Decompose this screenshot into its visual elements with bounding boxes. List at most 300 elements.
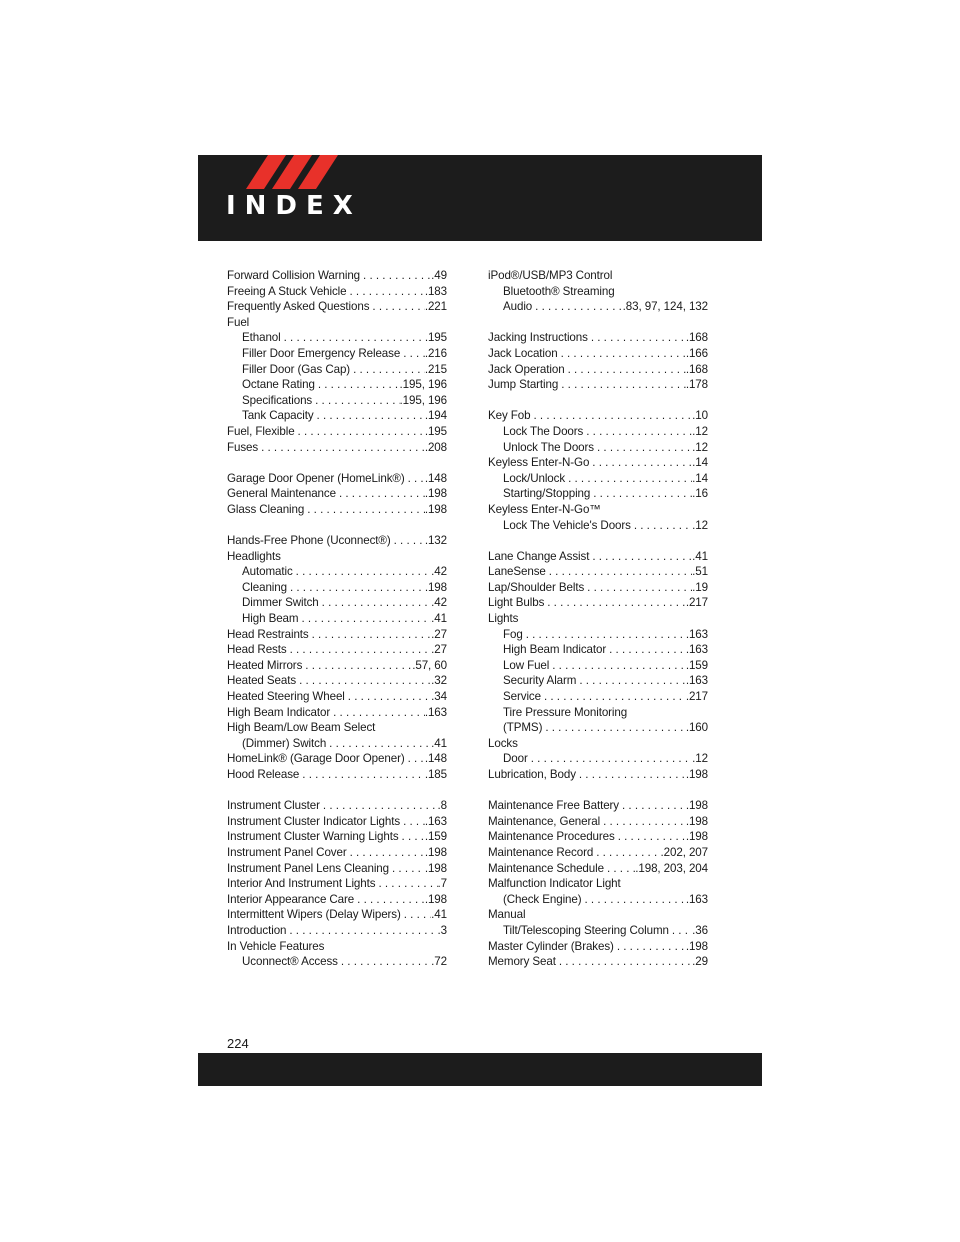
index-term: High Beam/Low Beam Select bbox=[227, 721, 376, 735]
index-term: Memory Seat bbox=[488, 955, 556, 969]
dot-leader bbox=[541, 689, 686, 705]
dot-leader bbox=[389, 861, 425, 877]
index-entry bbox=[227, 829, 447, 845]
index-term: Lock The Doors bbox=[503, 424, 584, 438]
index-term: Interior And Instrument Lights bbox=[227, 877, 376, 891]
index-page-ref: .83, 97, 124, 132 bbox=[622, 300, 708, 314]
index-subentry bbox=[488, 471, 708, 487]
index-subentry bbox=[488, 720, 708, 736]
index-term: Bluetooth® Streaming bbox=[503, 284, 615, 298]
index-page-ref: .198 bbox=[424, 487, 447, 501]
index-subentry bbox=[227, 580, 447, 596]
index-term: Jacking Instructions bbox=[488, 331, 588, 345]
index-entry bbox=[488, 954, 708, 970]
index-subentry bbox=[227, 408, 447, 424]
dot-leader bbox=[314, 408, 425, 424]
index-entry bbox=[227, 549, 447, 565]
dot-leader bbox=[309, 627, 432, 643]
dot-leader bbox=[287, 580, 425, 596]
index-page-ref: .14 bbox=[692, 456, 708, 470]
index-page-ref: .19 bbox=[692, 580, 708, 594]
index-page-ref: .183 bbox=[424, 284, 447, 298]
index-page-ref: .198 bbox=[685, 939, 708, 953]
index-entry bbox=[227, 424, 447, 440]
index-page-ref: .163 bbox=[685, 674, 708, 688]
index-page-ref: .178 bbox=[685, 378, 708, 392]
index-page-ref: .215 bbox=[424, 362, 447, 376]
dot-leader bbox=[281, 330, 425, 346]
index-subentry bbox=[227, 595, 447, 611]
dot-leader bbox=[558, 346, 686, 362]
index-page-ref: .195 bbox=[424, 424, 447, 438]
index-term: Tilt/Telescoping Steering Column bbox=[503, 923, 669, 937]
index-entry bbox=[227, 502, 447, 518]
brand-stripes-logo bbox=[246, 155, 346, 189]
index-term: Jump Starting bbox=[488, 378, 559, 392]
dot-leader bbox=[298, 611, 431, 627]
index-term: Lights bbox=[488, 612, 519, 626]
index-entry bbox=[488, 564, 708, 580]
dot-leader bbox=[576, 767, 686, 783]
index-page-ref: .198 bbox=[685, 799, 708, 813]
index-term: Head Rests bbox=[227, 643, 287, 657]
index-term: Interior Appearance Care bbox=[227, 892, 355, 906]
dot-leader bbox=[330, 705, 425, 721]
index-entry bbox=[488, 939, 708, 955]
index-entry bbox=[488, 362, 708, 378]
index-term: Light Bulbs bbox=[488, 596, 545, 610]
index-entry bbox=[488, 455, 708, 471]
index-page-ref: .12 bbox=[692, 518, 708, 532]
index-term: Fog bbox=[503, 627, 523, 641]
index-term: Head Restraints bbox=[227, 627, 309, 641]
index-entry bbox=[488, 330, 708, 346]
index-page-ref: .168 bbox=[685, 362, 708, 376]
index-entry bbox=[488, 346, 708, 362]
index-subentry bbox=[227, 346, 447, 362]
dot-leader bbox=[350, 362, 425, 378]
dot-leader bbox=[360, 268, 431, 284]
index-entry bbox=[227, 627, 447, 643]
index-entry bbox=[227, 268, 447, 284]
index-page-ref: .163 bbox=[685, 627, 708, 641]
index-term: Cleaning bbox=[242, 580, 287, 594]
index-term: Key Fob bbox=[488, 409, 531, 423]
dot-leader bbox=[558, 377, 686, 393]
index-page-ref: .198 bbox=[424, 892, 447, 906]
index-page-ref: .198 bbox=[424, 580, 447, 594]
index-subentry bbox=[488, 627, 708, 643]
index-entry bbox=[227, 705, 447, 721]
index-page-ref: .160 bbox=[685, 721, 708, 735]
index-term: Heated Mirrors bbox=[227, 658, 303, 672]
index-page-ref: .195, 196 bbox=[399, 393, 447, 407]
index-entry bbox=[227, 939, 447, 955]
index-page-ref: .148 bbox=[424, 471, 447, 485]
index-page-ref: .3 bbox=[437, 923, 447, 937]
index-page-ref: .221 bbox=[424, 300, 447, 314]
dot-leader bbox=[590, 486, 692, 502]
index-term: Lock/Unlock bbox=[503, 471, 566, 485]
index-page-ref: .49 bbox=[431, 269, 447, 282]
index-page-ref: .195, 196 bbox=[399, 378, 447, 392]
dot-leader bbox=[354, 892, 425, 908]
index-page-ref: .194 bbox=[424, 409, 447, 423]
index-term: Heated Steering Wheel bbox=[227, 690, 345, 704]
index-entry bbox=[488, 549, 708, 565]
index-term: Fuel, Flexible bbox=[227, 424, 295, 438]
dot-leader bbox=[615, 829, 686, 845]
dot-leader bbox=[669, 923, 692, 939]
dot-leader bbox=[614, 939, 686, 955]
index-term: Specifications bbox=[242, 393, 313, 407]
index-term: Instrument Panel Cover bbox=[227, 845, 347, 859]
index-term: Maintenance Free Battery bbox=[488, 799, 619, 813]
index-term: Filler Door (Gas Cap) bbox=[242, 362, 351, 376]
index-term: Audio bbox=[503, 300, 533, 314]
dot-leader bbox=[320, 798, 438, 814]
index-term: LaneSense bbox=[488, 565, 546, 579]
index-page-ref: .41 bbox=[692, 549, 708, 563]
index-entry bbox=[488, 829, 708, 845]
index-term: Octane Rating bbox=[242, 378, 315, 392]
index-column-right bbox=[488, 268, 708, 970]
index-term: Intermittent Wipers (Delay Wipers) bbox=[227, 908, 401, 922]
index-subentry bbox=[488, 673, 708, 689]
dot-leader bbox=[588, 330, 686, 346]
dot-leader bbox=[299, 767, 425, 783]
section-gap bbox=[227, 455, 447, 471]
dot-leader bbox=[345, 689, 431, 705]
index-subentry bbox=[227, 362, 447, 378]
index-page-ref: .32 bbox=[431, 674, 447, 688]
dot-leader bbox=[604, 861, 635, 877]
index-term: (Check Engine) bbox=[503, 892, 582, 906]
index-page-ref: .29 bbox=[692, 955, 708, 969]
dot-leader bbox=[589, 549, 692, 565]
dot-leader bbox=[565, 362, 686, 378]
index-term: High Beam bbox=[242, 612, 299, 626]
dot-leader bbox=[582, 892, 686, 908]
index-entry bbox=[488, 861, 708, 877]
dot-leader bbox=[338, 954, 431, 970]
dot-leader bbox=[315, 377, 400, 393]
footer-band bbox=[198, 1053, 762, 1086]
index-column-left bbox=[227, 268, 447, 970]
index-subentry bbox=[488, 892, 708, 908]
index-page-ref: .163 bbox=[424, 705, 447, 719]
index-entry bbox=[488, 595, 708, 611]
index-term: Fuses bbox=[227, 440, 259, 454]
index-term: Uconnect® Access bbox=[242, 955, 338, 969]
index-subentry bbox=[488, 658, 708, 674]
index-entry bbox=[227, 299, 447, 315]
index-entry bbox=[227, 533, 447, 549]
index-term: Fuel bbox=[227, 315, 250, 329]
index-entry bbox=[488, 814, 708, 830]
index-term: Maintenance Procedures bbox=[488, 830, 615, 844]
index-subentry bbox=[488, 424, 708, 440]
index-subentry bbox=[488, 299, 708, 315]
index-term: Introduction bbox=[227, 923, 287, 937]
index-entry bbox=[488, 845, 708, 861]
index-page-ref: .148 bbox=[424, 752, 447, 766]
dot-leader bbox=[532, 299, 623, 315]
index-term: Jack Location bbox=[488, 346, 558, 360]
index-page-ref: .41 bbox=[431, 612, 447, 626]
index-entry bbox=[488, 798, 708, 814]
index-page-ref: .12 bbox=[692, 440, 708, 454]
index-page-ref: .217 bbox=[685, 690, 708, 704]
index-title: INDEX bbox=[226, 191, 362, 221]
index-page-ref: .16 bbox=[692, 487, 708, 501]
index-entry bbox=[227, 658, 447, 674]
index-page-ref: .7 bbox=[437, 877, 447, 891]
index-page-ref: .208 bbox=[424, 440, 447, 454]
dot-leader bbox=[528, 751, 692, 767]
index-page-ref: .8 bbox=[437, 799, 447, 813]
index-page-ref: .198 bbox=[685, 814, 708, 828]
index-term: Lubrication, Body bbox=[488, 768, 576, 781]
index-entry bbox=[227, 315, 447, 331]
dot-leader bbox=[295, 424, 425, 440]
dot-leader bbox=[530, 408, 692, 424]
index-term: Forward Collision Warning bbox=[227, 269, 361, 282]
dot-leader bbox=[375, 876, 437, 892]
index-subentry bbox=[227, 377, 447, 393]
dot-leader bbox=[347, 845, 425, 861]
index-term: Hands-Free Phone (Uconnect®) bbox=[227, 534, 391, 548]
dot-leader bbox=[583, 424, 692, 440]
index-entry bbox=[488, 377, 708, 393]
dot-leader bbox=[589, 455, 692, 471]
dot-leader bbox=[369, 299, 424, 315]
index-entry bbox=[227, 751, 447, 767]
section-gap bbox=[227, 518, 447, 534]
dot-leader bbox=[549, 658, 686, 674]
index-page-ref: .202, 207 bbox=[660, 845, 708, 859]
index-subentry bbox=[488, 518, 708, 534]
index-page-ref: .159 bbox=[424, 830, 447, 844]
dot-leader bbox=[546, 564, 692, 580]
index-subentry bbox=[488, 705, 708, 721]
dot-leader bbox=[523, 627, 686, 643]
dot-leader bbox=[594, 440, 692, 456]
index-term: Keyless Enter-N-Go bbox=[488, 456, 590, 470]
index-subentry bbox=[227, 954, 447, 970]
index-term: Filler Door Emergency Release bbox=[242, 346, 401, 360]
index-page-ref: .10 bbox=[692, 409, 708, 423]
index-term: High Beam Indicator bbox=[227, 705, 331, 719]
index-page-ref: .42 bbox=[431, 596, 447, 610]
dot-leader bbox=[312, 393, 399, 409]
index-subentry bbox=[488, 284, 708, 300]
index-term: Master Cylinder (Brakes) bbox=[488, 939, 614, 953]
index-entry bbox=[227, 814, 447, 830]
index-entry bbox=[227, 798, 447, 814]
index-subentry bbox=[488, 923, 708, 939]
index-term: (TPMS) bbox=[503, 721, 543, 735]
dot-leader bbox=[542, 720, 686, 736]
dot-leader bbox=[326, 736, 431, 752]
index-entry bbox=[488, 408, 708, 424]
index-term: Instrument Cluster Warning Lights bbox=[227, 830, 399, 844]
index-term: Automatic bbox=[242, 565, 293, 579]
index-page-ref: .163 bbox=[685, 892, 708, 906]
dot-leader bbox=[400, 346, 425, 362]
index-term: Tank Capacity bbox=[242, 409, 314, 423]
index-term: Security Alarm bbox=[503, 674, 577, 688]
index-page-ref: .168 bbox=[685, 331, 708, 345]
section-gap bbox=[227, 783, 447, 799]
index-entry bbox=[227, 907, 447, 923]
index-entry bbox=[227, 471, 447, 487]
index-term: Malfunction Indicator Light bbox=[488, 877, 621, 891]
index-entry bbox=[488, 611, 708, 627]
index-entry bbox=[488, 876, 708, 892]
index-entry bbox=[227, 861, 447, 877]
index-entry bbox=[227, 642, 447, 658]
index-page-ref: .42 bbox=[431, 565, 447, 579]
index-page-ref: .217 bbox=[685, 596, 708, 610]
index-entry bbox=[488, 736, 708, 752]
dot-leader bbox=[631, 518, 692, 534]
index-page-ref: .51 bbox=[692, 565, 708, 579]
index-term: Instrument Cluster Indicator Lights bbox=[227, 814, 401, 828]
index-subentry bbox=[488, 642, 708, 658]
index-page-ref: .216 bbox=[424, 346, 447, 360]
dot-leader bbox=[400, 814, 425, 830]
index-entry bbox=[227, 923, 447, 939]
index-term: Manual bbox=[488, 908, 526, 922]
index-term: Jack Operation bbox=[488, 362, 565, 376]
dot-leader bbox=[576, 673, 685, 689]
index-page-ref: .57, 60 bbox=[412, 658, 447, 672]
index-header-band bbox=[198, 155, 762, 241]
dot-leader bbox=[293, 564, 432, 580]
index-term: Maintenance, General bbox=[488, 814, 601, 828]
index-subentry bbox=[227, 564, 447, 580]
index-term: Dimmer Switch bbox=[242, 596, 319, 610]
index-page-ref: .198 bbox=[424, 861, 447, 875]
index-subentry bbox=[227, 330, 447, 346]
index-term: Door bbox=[503, 752, 528, 766]
index-term: HomeLink® (Garage Door Opener) bbox=[227, 752, 405, 766]
dot-leader bbox=[600, 814, 686, 830]
index-term: Lane Change Assist bbox=[488, 549, 590, 563]
index-term: Maintenance Schedule bbox=[488, 861, 604, 875]
index-term: Ethanol bbox=[242, 331, 281, 345]
section-gap bbox=[488, 393, 708, 409]
index-subentry bbox=[488, 751, 708, 767]
index-term: Lock The Vehicle's Doors bbox=[503, 518, 631, 532]
index-term: Heated Seats bbox=[227, 674, 297, 688]
index-page-ref: .198 bbox=[685, 830, 708, 844]
index-page-ref: .185 bbox=[424, 768, 447, 781]
dot-leader bbox=[347, 284, 425, 300]
index-subentry bbox=[227, 393, 447, 409]
dot-leader bbox=[565, 471, 692, 487]
index-term: iPod®/USB/MP3 Control bbox=[488, 269, 613, 282]
index-term: Keyless Enter-N-Go™ bbox=[488, 502, 601, 516]
index-page-ref: .198 bbox=[424, 502, 447, 516]
index-term: Glass Cleaning bbox=[227, 502, 305, 516]
dot-leader bbox=[296, 673, 431, 689]
index-term: Garage Door Opener (HomeLink®) bbox=[227, 471, 405, 485]
dot-leader bbox=[304, 502, 425, 518]
index-term: Instrument Panel Lens Cleaning bbox=[227, 861, 389, 875]
index-entry bbox=[227, 892, 447, 908]
index-subentry bbox=[488, 689, 708, 705]
index-term: Freeing A Stuck Vehicle bbox=[227, 284, 347, 298]
index-term: Hood Release bbox=[227, 768, 300, 781]
index-entry bbox=[227, 876, 447, 892]
index-subentry bbox=[227, 611, 447, 627]
dot-leader bbox=[319, 595, 432, 611]
index-page-ref: .198 bbox=[685, 768, 708, 781]
index-term: Low Fuel bbox=[503, 658, 550, 672]
index-term: Unlock The Doors bbox=[503, 440, 594, 454]
dot-leader bbox=[584, 580, 692, 596]
index-subentry bbox=[227, 736, 447, 752]
index-entry bbox=[488, 767, 708, 783]
index-entry bbox=[227, 767, 447, 783]
dot-leader bbox=[287, 642, 432, 658]
index-term: Starting/Stopping bbox=[503, 487, 591, 501]
index-page-ref: .27 bbox=[431, 627, 447, 641]
index-page-ref: .198 bbox=[424, 845, 447, 859]
index-page-ref: .166 bbox=[685, 346, 708, 360]
index-entry bbox=[227, 486, 447, 502]
index-page-ref: .12 bbox=[692, 424, 708, 438]
index-term: Frequently Asked Questions bbox=[227, 300, 370, 314]
index-entry bbox=[488, 580, 708, 596]
index-term: In Vehicle Features bbox=[227, 939, 325, 953]
index-entry bbox=[227, 673, 447, 689]
dot-leader bbox=[258, 440, 425, 456]
section-gap bbox=[488, 533, 708, 549]
index-term: Maintenance Record bbox=[488, 845, 594, 859]
index-page-ref: .14 bbox=[692, 471, 708, 485]
index-term: Tire Pressure Monitoring bbox=[503, 705, 628, 719]
index-page-ref: .27 bbox=[431, 643, 447, 657]
dot-leader bbox=[302, 658, 412, 674]
dot-leader bbox=[606, 642, 686, 658]
section-gap bbox=[488, 783, 708, 799]
index-entry bbox=[488, 268, 708, 284]
index-entry bbox=[227, 440, 447, 456]
dot-leader bbox=[286, 923, 437, 939]
dot-leader bbox=[556, 954, 692, 970]
dot-leader bbox=[401, 907, 431, 923]
index-entry bbox=[227, 845, 447, 861]
index-term: High Beam Indicator bbox=[503, 643, 607, 657]
index-page-ref: .159 bbox=[685, 658, 708, 672]
index-page-ref: .195 bbox=[424, 331, 447, 345]
dot-leader bbox=[619, 798, 686, 814]
index-entry bbox=[227, 689, 447, 705]
index-subentry bbox=[488, 440, 708, 456]
index-page-ref: .132 bbox=[424, 534, 447, 548]
index-page-ref: .163 bbox=[685, 643, 708, 657]
index-term: Locks bbox=[488, 736, 518, 750]
index-page-ref: .41 bbox=[431, 908, 447, 922]
dot-leader bbox=[336, 486, 425, 502]
index-term: Lap/Shoulder Belts bbox=[488, 580, 585, 594]
index-term: Service bbox=[503, 690, 541, 704]
index-entry bbox=[488, 907, 708, 923]
index-page-ref: .198, 203, 204 bbox=[635, 861, 708, 875]
